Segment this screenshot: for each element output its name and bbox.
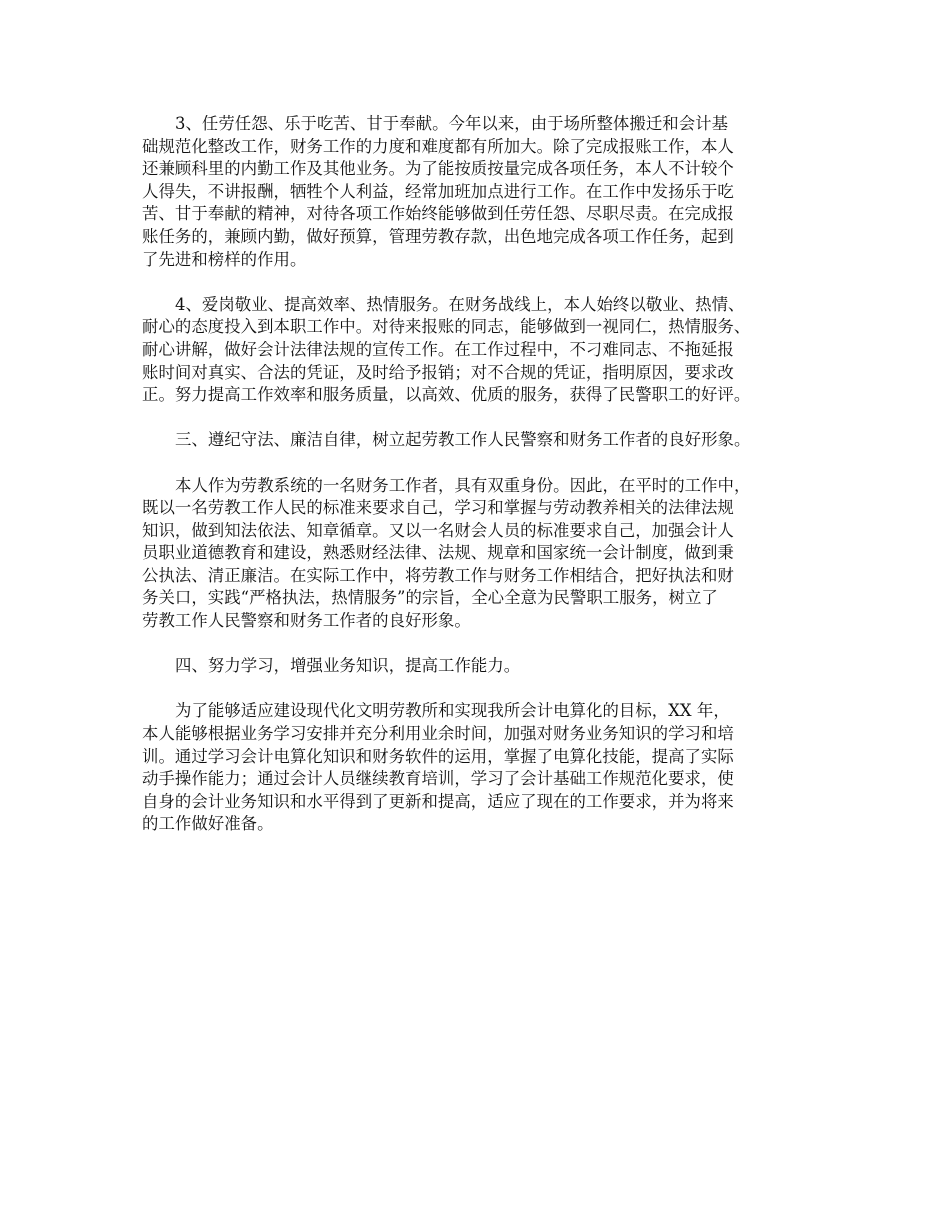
section-heading-four: [142, 655, 822, 678]
document-body: [142, 113, 822, 859]
paragraph-line: 人得失，不讲报酬，牺牲个人利益，经常加班加点进行工作。在工作中发扬乐于吃: [142, 181, 734, 201]
paragraph-line: 正。努力提高工作效率和服务质量，以高效、优质的服务，获得了民警职工的好评。: [142, 385, 751, 405]
paragraph-line: 自身的会计业务知识和水平得到了更新和提高，适应了现在的工作要求，并为将来: [142, 791, 734, 811]
paragraph-line: 为了能够适应建设现代化文明劳教所和实现我所会计电算化的目标，XX 年，: [175, 701, 730, 721]
paragraph-line: 公执法、清正廉洁。在实际工作中，将劳教工作与财务工作相结合，把好执法和财: [142, 565, 734, 585]
paragraph-learning: [142, 700, 822, 836]
paragraph-line: 务关口，实践“严格执法，热情服务”的宗旨，全心全意为民警职工服务，树立了: [142, 588, 718, 608]
paragraph-integrity: [142, 475, 822, 633]
section-heading: 四、努力学习，增强业务知识，提高工作能力。: [175, 656, 521, 676]
section-heading-three: [142, 429, 822, 452]
paragraph-line: 本人作为劳教系统的一名财务工作者，具有双重身份。因此，在平时的工作中，: [175, 475, 751, 495]
paragraph-line: 3、任劳任怨、乐于吃苦、甘于奉献。今年以来，由于场所整体搬迁和会计基: [175, 114, 729, 133]
paragraph-line: 4、爱岗敬业、提高效率、热情服务。在财务战线上，本人始终以敬业、热情、: [175, 294, 745, 314]
paragraph-line: 员职业道德教育和建设，熟悉财经法律、法规、规章和国家统一会计制度，做到秉: [142, 543, 734, 563]
paragraph-line: 账时间对真实、合法的凭证，及时给予报销；对不合规的凭证，指明原因，要求改: [142, 362, 734, 382]
paragraph-line: 的工作做好准备。: [142, 814, 274, 834]
paragraph-line: 本人能够根据业务学习安排并充分利用业余时间，加强对财务业务知识的学习和培: [142, 724, 734, 744]
paragraph-dedication: [142, 113, 822, 271]
paragraph-line: 账任务的，兼顾内勤，做好预算，管理劳教存款，出色地完成各项工作任务，起到: [142, 226, 734, 246]
paragraph-line: 耐心的态度投入到本职工作中。对待来报账的同志，能够做到一视同仁，热情服务、: [142, 317, 751, 337]
section-heading: 三、遵纪守法、廉洁自律，树立起劳教工作人民警察和财务工作者的良好形象。: [175, 430, 751, 450]
paragraph-line: 苦、甘于奉献的精神，对待各项工作始终能够做到任劳任怨、尽职尽责。在完成报: [142, 204, 734, 224]
paragraph-service: [142, 294, 822, 407]
paragraph-line: 了先进和榜样的作用。: [142, 249, 307, 269]
paragraph-line: 知识，做到知法依法、知章循章。又以一名财会人员的标准要求自己，加强会计人: [142, 520, 734, 540]
paragraph-line: 既以一名劳教工作人民的标准来要求自己，学习和掌握与劳动教养相关的法律法规: [142, 498, 734, 518]
paragraph-line: 劳教工作人民警察和财务工作者的良好形象。: [142, 611, 471, 631]
paragraph-line: 耐心讲解，做好会计法律法规的宣传工作。在工作过程中，不刁难同志、不拖延报: [142, 339, 734, 359]
paragraph-line: 训。通过学习会计电算化知识和财务软件的运用，掌握了电算化技能，提高了实际: [142, 746, 734, 766]
paragraph-line: 动手操作能力；通过会计人员继续教育培训，学习了会计基础工作规范化要求，使: [142, 769, 734, 789]
paragraph-line: 础规范化整改工作，财务工作的力度和难度都有所加大。除了完成报账工作，本人: [142, 136, 734, 156]
paragraph-line: 还兼顾科里的内勤工作及其他业务。为了能按质按量完成各项任务，本人不计较个: [142, 159, 734, 179]
